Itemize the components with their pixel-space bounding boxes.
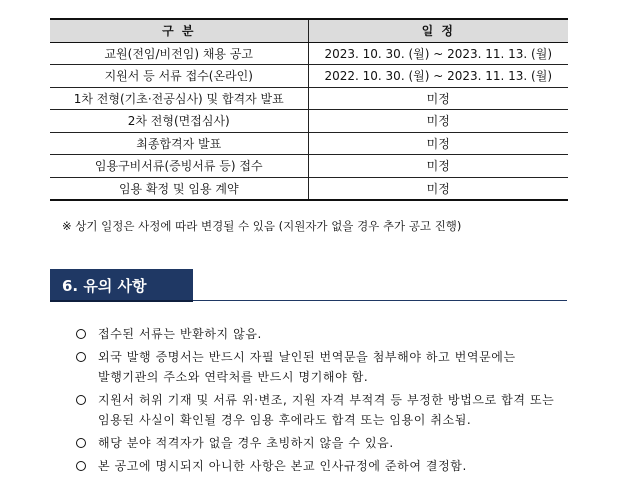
row-category: 1차 전형(기초·전공심사) 및 합격자 발표 [50,87,308,110]
row-category: 임용구비서류(증빙서류 등) 접수 [50,155,308,178]
hollow-circle-icon [76,438,86,448]
list-item [76,324,576,344]
notice-text: 본 공고에 명시되지 아니한 사항은 본교 인사규정에 준하여 결정함. [98,459,467,473]
section-divider [193,300,567,301]
row-category: 임용 확정 및 임용 계약 [50,177,308,200]
hollow-circle-icon [76,352,86,362]
row-schedule: 미정 [308,132,568,155]
column-header-schedule: 일 정 [308,19,568,42]
section-title: 6. 유의 사항 [62,277,147,295]
row-schedule: 2022. 10. 30. (월) ~ 2023. 11. 13. (월) [308,65,568,88]
table-row [50,110,568,133]
table-row [50,87,568,110]
notice-list [76,324,576,479]
column-header-category: 구 분 [50,19,308,42]
row-category: 교원(전임/비전임) 채용 공고 [50,42,308,65]
list-item [76,347,576,387]
table-row [50,42,568,65]
table-row [50,177,568,200]
notice-text: 해당 분야 적격자가 없을 경우 초빙하지 않을 수 있음. [98,436,394,450]
notice-text: 지원서 허위 기재 및 서류 위·변조, 지원 자격 부적격 등 부정한 방법으로 합격 또는 임용된 사실이 확인될 경우 임용 후에라도 합격 또는 임용이 취소됨. [98,393,555,427]
hollow-circle-icon [76,395,86,405]
row-category: 최종합격자 발표 [50,132,308,155]
table-row [50,155,568,178]
hollow-circle-icon [76,329,86,339]
hollow-circle-icon [76,461,86,471]
row-category: 2차 전형(면접심사) [50,110,308,133]
schedule-table [50,18,568,201]
table-header-row [50,19,568,42]
row-schedule: 미정 [308,177,568,200]
list-item [76,390,576,430]
notice-text: 접수된 서류는 반환하지 않음. [98,327,262,341]
list-item [76,433,576,453]
row-schedule: 미정 [308,110,568,133]
row-schedule: 미정 [308,87,568,110]
section-header [50,269,193,302]
notice-text: 외국 발행 증명서는 반드시 자필 날인된 번역문을 첨부해야 하고 번역문에는 발행기관의 주소와 연락처를 반드시 명기해야 함. [98,350,516,384]
row-category: 지원서 등 서류 접수(온라인) [50,65,308,88]
row-schedule: 2023. 10. 30. (월) ~ 2023. 11. 13. (월) [308,42,568,65]
table-row [50,132,568,155]
list-item [76,456,576,476]
table-row [50,65,568,88]
row-schedule: 미정 [308,155,568,178]
schedule-footnote: ※ 상기 일정은 사정에 따라 변경될 수 있음 (지원자가 없을 경우 추가 공고 진행) [62,219,462,233]
